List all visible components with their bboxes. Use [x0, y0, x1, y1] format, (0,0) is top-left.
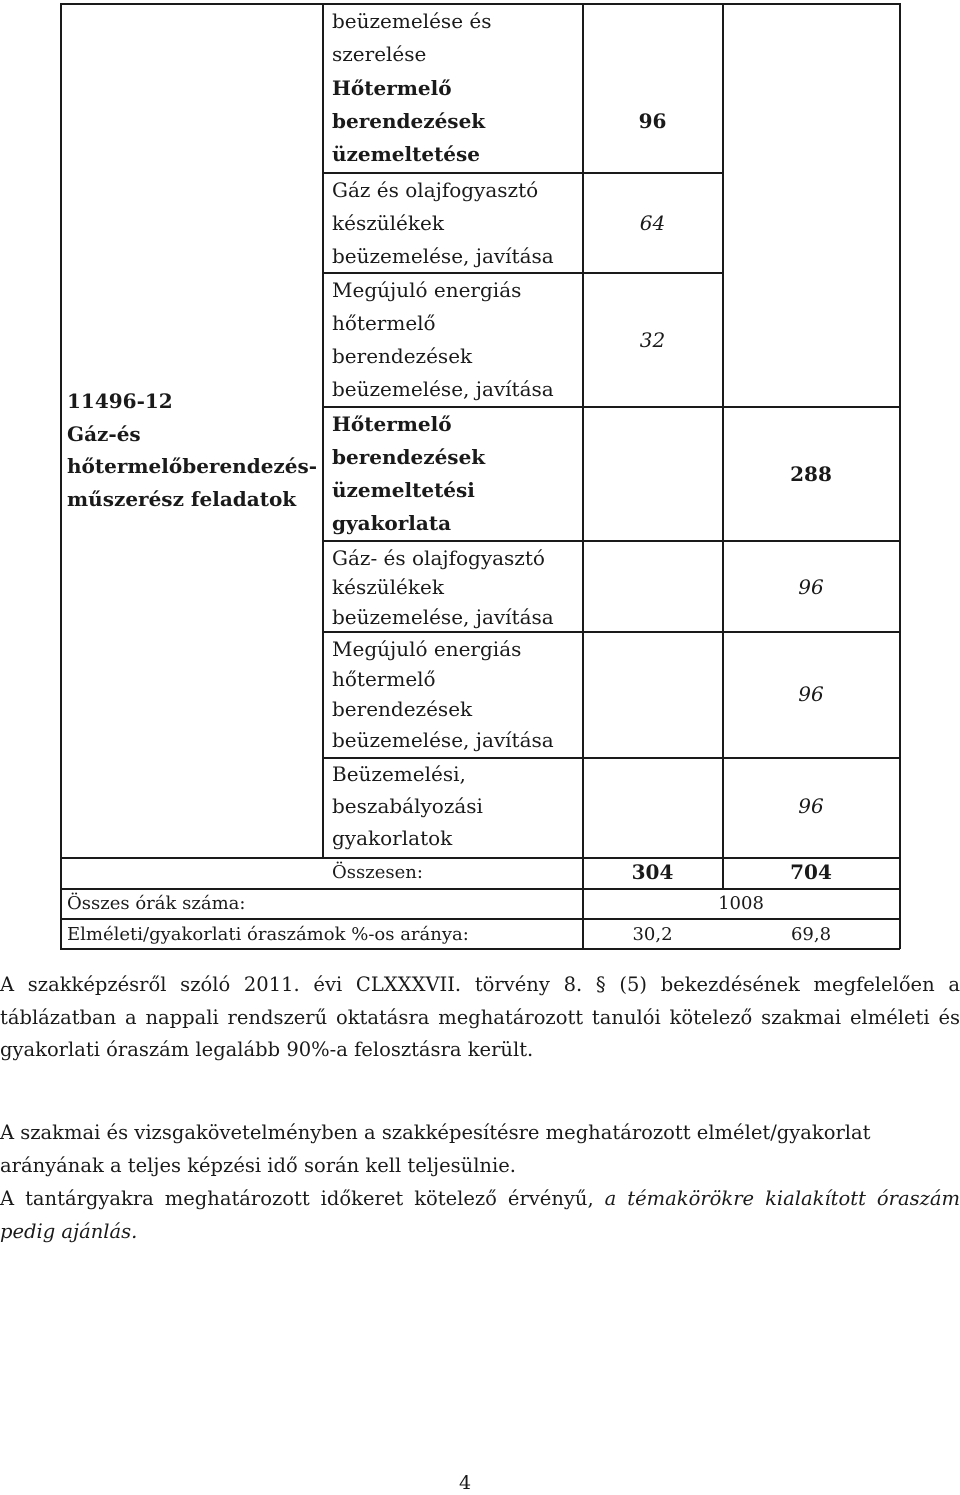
subject-line: hőtermelő: [332, 311, 436, 335]
module-name-line: hőtermelőberendezés-: [67, 454, 318, 478]
timeframe-text: A tantárgyakra meghatározott időkeret kötelező érvényű,: [0, 1187, 605, 1210]
subject-line: Megújuló energiás: [332, 637, 522, 661]
subject-line: berendezések: [332, 697, 473, 721]
subject-line: beüzemelése, javítása: [332, 728, 554, 752]
subject-line: Hőtermelő: [332, 76, 452, 100]
subject-line: hőtermelő: [332, 667, 436, 691]
page-number: 4: [458, 1472, 472, 1494]
ratio-label: Elméleti/gyakorlati óraszámok %-os aránya:: [67, 924, 469, 945]
subject-line: gyakorlatok: [332, 826, 453, 850]
theory-hours: 64: [639, 211, 666, 235]
practice-hours: 96: [798, 682, 824, 706]
subject-line: beüzemelése és: [332, 9, 492, 33]
hours-label: Összes órák száma:: [67, 893, 246, 914]
subject-line: beszabályozási: [332, 794, 483, 818]
subject-line: beüzemelése, javítása: [332, 377, 554, 401]
total-label: Összesen:: [332, 862, 423, 883]
theory-hours: 32: [639, 328, 666, 352]
ratio-practice: 69,8: [790, 924, 832, 945]
subject-line: készülékek: [332, 211, 444, 235]
module-code: 11496-12: [67, 389, 173, 413]
paragraph-ratio: A szakmai és vizsgakövetelményben a szakképesítésre meghatározott elmélet/gyakorlat arányának a teljes képzési idő során kell teljesülnie.: [0, 1121, 871, 1177]
module-cell: [67, 385, 317, 515]
module-name-line: műszerész feladatok: [67, 486, 297, 511]
subject-line: Beüzemelési,: [332, 762, 466, 786]
ratio-theory: 30,2: [632, 924, 673, 945]
subject-line: üzemeltetési: [332, 478, 475, 502]
paragraph-timeframe: [0, 1183, 960, 1248]
hours-value: 1008: [718, 893, 764, 914]
subject-line: berendezések: [332, 109, 486, 133]
subject-line: berendezések: [332, 344, 473, 368]
practice-hours: 288: [790, 462, 832, 486]
subject-line: Hőtermelő: [332, 412, 452, 436]
total-practice: 704: [790, 860, 832, 884]
paragraph-legal: A szakképzésről szóló 2011. évi CLXXXVII. törvény 8. § (5) bekezdésének megfelelően a táblázatban a nappali rendszerű oktatásra meghatározott tanulói kötelező szakmai elméleti és gyakorlati óraszám legalább 90%-a felosztásra került.: [0, 973, 960, 1061]
module-name-line: Gáz-és: [67, 421, 141, 446]
total-theory: 304: [631, 860, 674, 884]
subject-line: Megújuló energiás: [332, 278, 522, 302]
subject-line: Gáz és olajfogyasztó: [332, 178, 539, 202]
timeframe-italic-text: a témakörökre kialakított óraszám pedig ajánlás.: [0, 1187, 960, 1243]
subject-line: szerelése: [332, 42, 427, 66]
subject-line: üzemeltetése: [332, 142, 481, 166]
theory-hours: 96: [638, 109, 667, 133]
practice-hours: 96: [798, 794, 824, 818]
subject-line: beüzemelése, javítása: [332, 605, 554, 629]
practice-hours: 96: [798, 575, 824, 599]
subject-line: gyakorlata: [332, 511, 452, 535]
subject-line: berendezések: [332, 445, 486, 469]
subject-line: készülékek: [332, 575, 444, 599]
subject-line: Gáz- és olajfogyasztó: [332, 546, 545, 570]
subject-line: beüzemelése, javítása: [332, 244, 554, 268]
